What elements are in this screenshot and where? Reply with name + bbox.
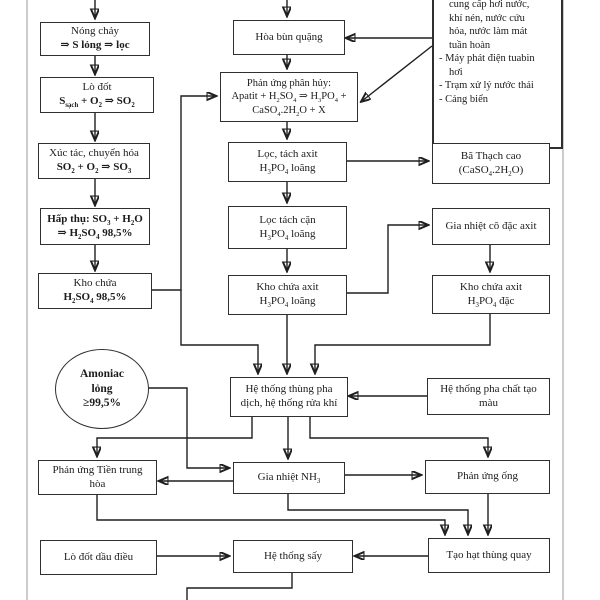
node-label: Lọc, tách axit bbox=[257, 148, 318, 161]
node-decomposition-reaction bbox=[220, 72, 358, 122]
node-label: Gia nhiệt $NH_3$ bbox=[257, 471, 321, 486]
list-item: hơi bbox=[449, 66, 463, 78]
node-h2so4-storage bbox=[38, 273, 152, 309]
node-label: Kho chứa axit bbox=[256, 281, 319, 294]
node-utility-list bbox=[432, 0, 563, 149]
connector-mixtank-to-pipereactor bbox=[310, 415, 488, 455]
node-label: Apatit + $H_2SO_4$ ⇒ $H_3PO_4$ + bbox=[231, 91, 347, 105]
node-label: Hấp thụ: $SO_3 + H_2O$ bbox=[47, 212, 143, 227]
node-label: $H_3PO_4$ loãng bbox=[259, 162, 316, 177]
connector-store-to-decompose bbox=[150, 96, 215, 290]
node-drying-system bbox=[233, 540, 353, 573]
node-label: $SO_2 + O_2$ ⇒ $SO_3$ bbox=[56, 161, 132, 176]
node-pre-neutralizer bbox=[38, 460, 157, 495]
list-item: - Máy phát điện tuabin bbox=[439, 53, 535, 64]
node-nh3-heater bbox=[233, 462, 345, 494]
node-label: Lò đốt dầu điều bbox=[63, 550, 134, 563]
node-label: Gia nhiệt cô đặc axit bbox=[445, 219, 537, 232]
node-label: $S_{sạch} + O_2$ ⇒ $SO_2$ bbox=[59, 95, 135, 110]
node-acid-concentrator bbox=[432, 208, 550, 245]
node-label: Hệ thống pha chất tạo bbox=[440, 382, 537, 395]
node-label: Kho chứa axit bbox=[459, 280, 523, 293]
node-label: Xúc tác, chuyển hóa bbox=[49, 147, 139, 160]
node-colorant-mixing-system bbox=[427, 378, 550, 415]
node-label: Phản ứng phân hủy: bbox=[246, 78, 332, 90]
node-label: $H_3PO_4$ loãng bbox=[259, 227, 316, 242]
node-label: Hòa bùn quặng bbox=[255, 30, 323, 43]
node-label: hòa bbox=[89, 477, 106, 490]
node-label: $H_3PO_4$ loãng bbox=[259, 295, 316, 310]
node-label: $H_3PO_4$ đặc bbox=[467, 294, 515, 309]
node-label: Hệ thống sấy bbox=[263, 549, 323, 562]
node-catalyst-conversion bbox=[38, 143, 150, 179]
node-mixing-tank-system bbox=[230, 377, 348, 417]
node-label: Phản ứng ống bbox=[457, 470, 518, 483]
node-label: màu bbox=[479, 396, 498, 409]
node-label: Tạo hạt thùng quay bbox=[446, 548, 532, 561]
node-sediment-filter bbox=[228, 206, 347, 249]
list-item: - Cảng biển bbox=[439, 93, 488, 105]
node-label: Hệ thống thùng pha bbox=[245, 383, 333, 396]
node-label: Lò đốt bbox=[82, 81, 112, 94]
connector-nh3heat-to-granulator bbox=[288, 492, 468, 533]
node-label: ⇒ S lỏng ⇒ lọc bbox=[60, 39, 130, 51]
node-ore-slurry bbox=[233, 20, 345, 55]
connector-dryer-to-bottom bbox=[187, 571, 292, 600]
node-dilute-acid-storage bbox=[228, 275, 347, 315]
node-pipe-reactor bbox=[425, 460, 550, 494]
node-label: $(CaSO_4.2H_2O)$ bbox=[458, 163, 524, 178]
connector-preneutral-to-granulator bbox=[97, 493, 445, 533]
node-label: dịch, hệ thống rửa khí bbox=[240, 397, 338, 409]
list-item: cung cấp hơi nước, bbox=[449, 0, 530, 10]
node-label: lỏng bbox=[91, 382, 113, 395]
node-melting bbox=[40, 22, 150, 56]
node-label: ⇒ $H_2SO_4$ 98,5% bbox=[57, 226, 133, 241]
connector-concstore-to-mixtank bbox=[315, 312, 490, 372]
node-sulfur-furnace bbox=[40, 77, 154, 113]
list-item: - Trạm xử lý nước thải bbox=[439, 80, 534, 91]
node-label: Phản ứng Tiền trung bbox=[52, 463, 143, 476]
node-rotary-granulator bbox=[428, 538, 550, 573]
node-label: Bã Thạch cao bbox=[460, 149, 522, 162]
node-concentrated-acid-storage bbox=[432, 275, 550, 314]
node-label: $CaSO_4.2H_2O + X$ bbox=[252, 104, 326, 118]
list-item: hỏa, nước làm mát bbox=[449, 26, 528, 37]
node-gypsum-residue bbox=[432, 143, 550, 184]
list-item: khí nén, nước cứu bbox=[449, 12, 525, 24]
node-ammonia-circle bbox=[55, 349, 149, 429]
connector-utility-to-decompose bbox=[362, 46, 432, 101]
node-oil-burner bbox=[40, 540, 157, 575]
connector-ammonia-to-nh3heat bbox=[147, 388, 228, 468]
node-label: Nóng chảy bbox=[71, 25, 119, 38]
list-item: tuần hoàn bbox=[449, 39, 491, 51]
node-label: $H_2SO_4$ 98,5% bbox=[63, 291, 127, 306]
node-absorption bbox=[40, 208, 150, 245]
node-label: Lọc tách cặn bbox=[259, 213, 316, 226]
node-acid-filter bbox=[228, 142, 347, 182]
node-label: ≥99,5% bbox=[83, 397, 121, 410]
connector-dilutestore-to-concentrate bbox=[345, 225, 427, 293]
node-label: Amoniac bbox=[79, 367, 125, 380]
node-label: Kho chứa bbox=[73, 277, 117, 290]
